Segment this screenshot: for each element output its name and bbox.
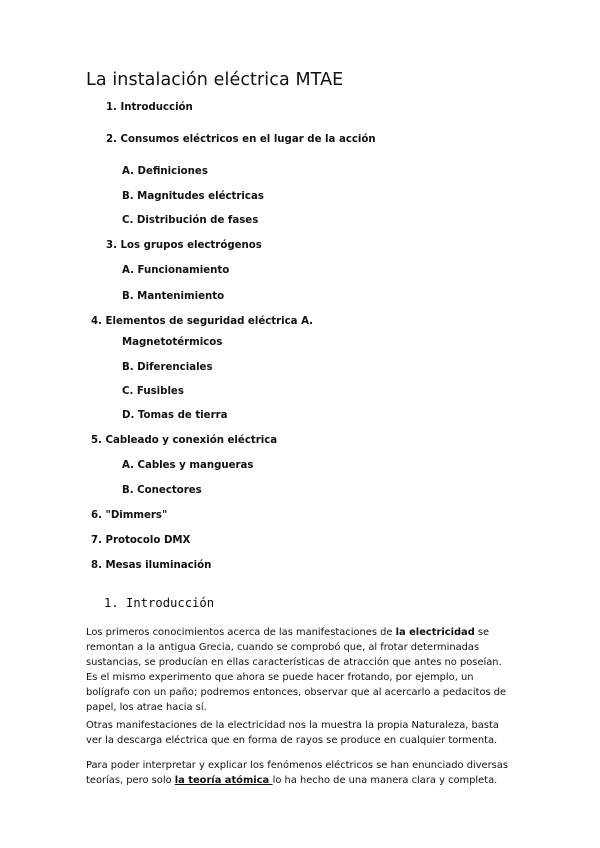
toc-subitem: A. Definiciones: [122, 166, 208, 177]
toc-item: 8. Mesas iluminación: [91, 560, 212, 571]
paragraph-line: [86, 625, 526, 640]
text-run: se: [474, 627, 490, 638]
toc-subitem: A. Funcionamiento: [122, 265, 230, 276]
toc-subitem: D. Tomas de tierra: [122, 410, 228, 421]
paragraph-line: Para poder interpretar y explicar los fenómenos eléctricos se han enunciado diversas: [86, 760, 509, 771]
toc-item: 3. Los grupos electrógenos: [106, 240, 262, 251]
emphasis-text: la electricidad: [395, 627, 475, 638]
paragraph-line: Es el mismo experimento que ahora se puede hacer frotando, por ejemplo, un: [86, 672, 474, 683]
paragraph-line: bolígrafo con un paño; podremos entonces, observar que al acercarlo a pedacitos de: [86, 687, 507, 698]
text-run: teorías, pero solo: [86, 775, 175, 786]
toc-item: 1. Introducción: [106, 102, 193, 113]
toc-subitem: C. Fusibles: [122, 386, 184, 397]
toc-subitem: B. Magnitudes eléctricas: [122, 191, 264, 202]
paragraph-intro: [86, 625, 526, 715]
toc-subitem: Magnetotérmicos: [122, 337, 223, 348]
toc-item: 4. Elementos de seguridad eléctrica A.: [91, 316, 314, 327]
toc-item: 5. Cableado y conexión eléctrica: [91, 435, 278, 446]
toc-subitem: B. Diferenciales: [122, 362, 213, 373]
paragraph-theory: [86, 758, 526, 788]
toc-subitem: B. Mantenimiento: [122, 291, 225, 302]
toc-subitem: C. Distribución de fases: [122, 215, 259, 226]
text-run: lo ha hecho de una manera clara y completa.: [272, 775, 498, 786]
text-run: Los primeros conocimientos acerca de las manifestaciones de: [86, 627, 396, 638]
paragraph-line: ver la descarga eléctrica que en forma de rayos se produce en cualquier tormenta.: [86, 735, 498, 746]
toc-subitem: B. Conectores: [122, 485, 202, 496]
document-title: La instalación eléctrica MTAE: [86, 70, 344, 90]
paragraph-line: remontan a la antigua Grecia, cuando se comprobó que, al frotar determinadas: [86, 642, 480, 653]
paragraph-line: Otras manifestaciones de la electricidad nos la muestra la propia Naturaleza, basta: [86, 720, 499, 731]
toc-subitem: A. Cables y mangueras: [122, 460, 254, 471]
paragraph-line: [86, 773, 526, 788]
toc-item: 7. Protocolo DMX: [91, 535, 191, 546]
paragraph-line: sustancias, se producían en ellas características de atracción que antes no poseían.: [86, 657, 502, 668]
section-heading: 1. Introducción: [104, 596, 215, 610]
toc-item: 6. "Dimmers": [91, 510, 168, 521]
emphasis-link-text: la teoría atómica: [174, 775, 273, 786]
paragraph-nature: [86, 718, 526, 748]
paragraph-line: papel, los atrae hacia sí.: [86, 702, 207, 713]
toc-item: 2. Consumos eléctricos en el lugar de la acción: [106, 134, 376, 145]
